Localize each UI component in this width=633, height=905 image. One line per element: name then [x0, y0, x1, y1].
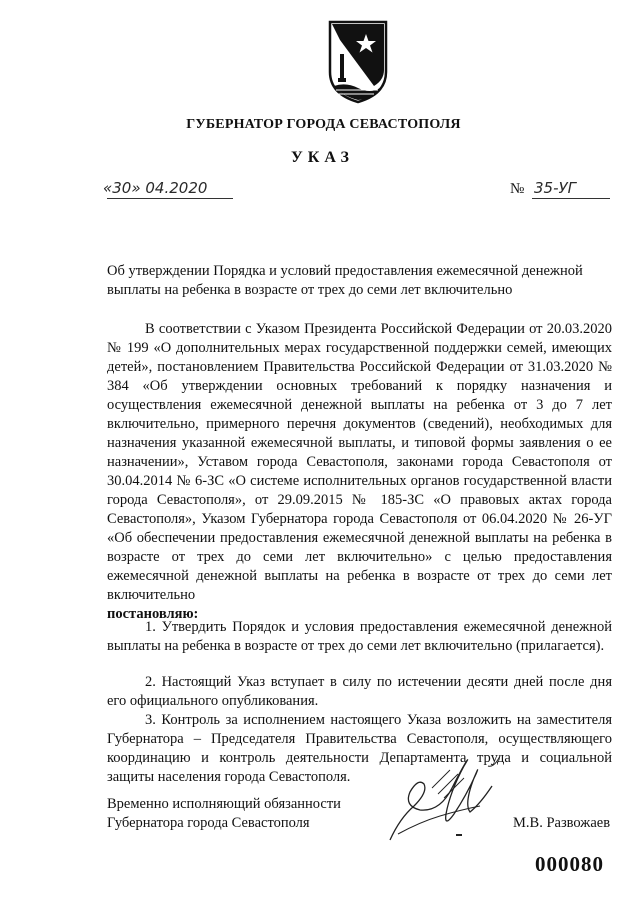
preamble-text: В соответствии с Указом Президента Российской Федерации от 20.03.2020 № 199 «О дополнительных мерах государственной поддержки семей, имеющих детей», постановлением Правительства Российской Федерации от 31.03.2020 № 384 «Об утверждении основных требований к порядку назначения и осуществления ежемесячной денежной выплаты на ребенка от 3 до 7 лет включительно, примерного перечня документов (сведений), необходимых для назначения указанной ежемесячной выплаты, и типовой формы заявления о ее назначении», Уставом города Севастополя, законами города Севастополя от 30.04.2014 № 6-ЗС «О системе исполнительных органов государственной власти города Севастополя», от 29.09.2015 № 185-ЗС «О правовых актах города Севастополя», Указом Губернатора города Севастополя от 06.04.2020 № 26-УГ «Об обеспечении предоставления ежемесячной денежной выплаты на ребенка в возрасте от трех до семи лет включительно» с целью предоставления ежемесячной денежной выплаты на ребенка в возрасте от трех до семи лет включительно: [107, 321, 612, 603]
decree-item-2: 2. Настоящий Указ вступает в силу по истечении десяти дней после дня его официального опубликования.: [107, 674, 612, 709]
number-underline: [532, 198, 610, 199]
handwritten-signature-icon: [380, 748, 510, 848]
date-handwritten: «30» 04.2020: [103, 179, 208, 197]
decree-item-1: 1. Утвердить Порядок и условия предоставления ежемесячной денежной выплаты на ребенка в возрасте от трех до семи лет включительно (прилагается).: [107, 619, 612, 654]
document-type: УКАЗ: [291, 149, 354, 166]
position-line-1: Временно исполняющий обязанности: [107, 796, 341, 812]
decree-date: [103, 181, 233, 201]
decree-number: [510, 181, 610, 201]
decree-word: постановляю:: [107, 606, 199, 622]
decree-item-3: 3. Контроль за исполнением настоящего Указа возложить на заместителя Губернатора – Председателя Правительства Севастополя, осуществляющего координацию и контроль деятельности Департамента труда и социальной защиты населения города Севастополя.: [107, 712, 612, 785]
serial-number: 000080: [535, 852, 604, 876]
signature-mark: [456, 834, 462, 836]
number-label: №: [510, 181, 525, 197]
sevastopol-coat-of-arms-icon: [326, 20, 390, 104]
position-line-2: Губернатора города Севастополя: [107, 815, 310, 831]
signatory-position: [107, 795, 341, 833]
number-handwritten: 35-УГ: [534, 179, 576, 197]
decree-subject: Об утверждении Порядка и условий предоставления ежемесячной денежной выплаты на ребенка в возрасте от трех до семи лет включительно: [107, 263, 583, 298]
date-underline: [107, 198, 233, 199]
signatory-name: М.В. Развожаев: [513, 815, 611, 831]
authority-title: ГУБЕРНАТОР ГОРОДА СЕВАСТОПОЛЯ: [186, 117, 461, 132]
preamble-paragraph: [107, 320, 612, 624]
